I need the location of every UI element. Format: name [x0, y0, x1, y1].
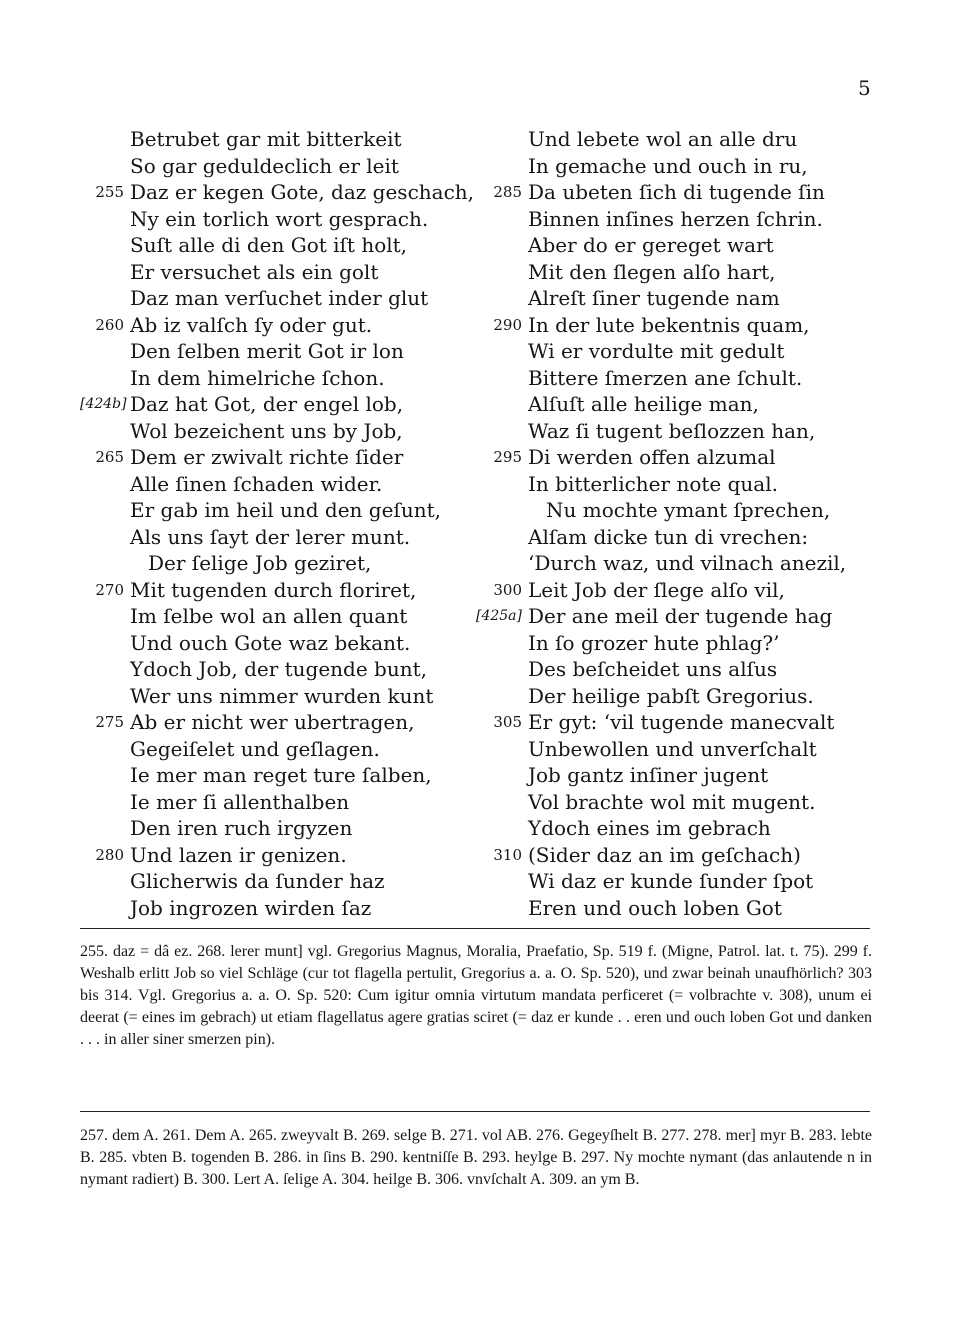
line-number: 295 — [493, 448, 522, 466]
verse-text: Ab er nicht wer ubertragen, — [130, 710, 415, 734]
verse-text: Alreſt ſiner tugende nam — [528, 286, 780, 310]
verse-text: Unbewollen und unverſchalt — [528, 736, 817, 761]
line-number — [80, 789, 130, 816]
line-number — [462, 232, 528, 259]
verse-text: Er gab im heil und den geſunt, — [130, 498, 441, 522]
verse-line — [80, 815, 480, 842]
line-number — [80, 259, 130, 286]
line-number — [80, 471, 130, 498]
left-verse-column — [80, 126, 480, 921]
line-number — [80, 736, 130, 763]
verse-text: Ny ein torlich wort gesprach. — [130, 206, 429, 231]
verse-line — [462, 656, 882, 683]
line-number — [462, 736, 528, 763]
verse-text: Wi daz er kunde ſunder ſpot — [528, 869, 814, 893]
verse-line — [462, 497, 882, 524]
verse-line — [80, 365, 480, 392]
verse-line — [80, 683, 480, 710]
verse-text: Binnen inſines herzen ſchrin. — [528, 206, 823, 231]
verse-text: In ſo grozer hute phlag?’ — [528, 630, 780, 655]
verse-line — [462, 206, 882, 233]
verse-text: Mit tugenden durch floriret, — [130, 577, 417, 602]
line-number — [80, 815, 130, 842]
footnote-divider — [80, 928, 870, 929]
verse-line — [80, 232, 480, 259]
verse-text: Der ſelige Job geziret, — [148, 551, 372, 575]
line-number — [462, 259, 528, 286]
line-number — [80, 126, 130, 153]
verse-text: Vol brachte wol mit mugent. — [528, 789, 816, 814]
line-number — [462, 868, 528, 895]
line-number — [80, 232, 130, 259]
line-number — [462, 550, 528, 577]
line-number — [80, 206, 130, 233]
line-number: 310 — [493, 845, 522, 864]
line-number — [462, 206, 528, 233]
verse-line — [462, 603, 882, 630]
commentary-text: 255. daz = dâ ez. 268. lerer munt] vgl. Gregorius Magnus, Moralia, Praefatio, Sp. 519 f. (Migne, Patrol. lat. t. 75). 299 f. Weshalb erlitt Job so viel Schläge (cur tot flagella pertulit, Gregorius a. a. O. Sp. 520), und zwar beinah unaufhörlich? 303 bis 314. Vgl. Gregorius a. a. O. Sp. 520: Cum igitur omnia virtutum mandata perficeret (= volbrachte v. 308), unum ei deerat (= eines im gebrach) ut etiam flagellatus agere gratias sciret (= daz er kunde . . eren und ouch loben Got und danken . . . in aller siner smerzen pin). — [80, 943, 872, 1048]
verse-line — [80, 868, 480, 895]
verse-text: Ie mer ſi allenthalben — [130, 789, 350, 814]
line-number: 270 — [95, 580, 124, 599]
verse-text: Dem er zwivalt richte ſider — [130, 445, 404, 469]
verse-line — [462, 338, 882, 365]
verse-text: Job ingrozen wirden ſaz — [130, 895, 372, 920]
line-number — [80, 656, 130, 683]
verse-text: In gemache und ouch in ru, — [528, 153, 808, 178]
line-number: 265 — [95, 448, 124, 466]
variants-divider — [80, 1111, 870, 1112]
verse-line — [80, 656, 480, 683]
verse-line — [462, 577, 882, 604]
verse-line — [80, 153, 480, 180]
verse-line — [80, 630, 480, 657]
verse-text: Daz hat Got, der engel lob, — [130, 392, 404, 416]
verse-text: Er gyt: ‘vil tugende manecvalt — [528, 710, 835, 734]
line-number — [462, 524, 528, 551]
page-number: 5 — [858, 76, 871, 100]
verse-line — [80, 762, 480, 789]
line-number — [462, 391, 528, 418]
verse-text: Nu mochte ymant ſprechen, — [546, 498, 831, 522]
verse-line — [462, 285, 882, 312]
line-number — [462, 656, 528, 683]
verse-text: Und ouch Gote waz bekant. — [130, 630, 411, 655]
verse-text: Ie mer man reget ture ſalben, — [130, 763, 432, 787]
verse-line — [80, 789, 480, 816]
line-number: 260 — [95, 315, 124, 334]
verse-text: Den ſelben merit Got ir lon — [130, 339, 404, 363]
commentary-notes — [80, 941, 872, 1051]
verse-text: Alſam dicke tun di vrechen: — [528, 524, 809, 549]
verse-line — [462, 179, 882, 206]
line-number — [462, 285, 528, 312]
verse-line — [462, 153, 882, 180]
line-number — [462, 126, 528, 153]
verse-line — [80, 312, 480, 339]
verse-text: In dem himelriche ſchon. — [130, 365, 385, 390]
variants-text: 257. dem A. 261. Dem A. 265. zweyvalt B. 269. selge B. 271. vol AB. 276. Gegeyſhelt B. 277. 278. mer] myr B. 283. lebte B. 285. vbten B. togenden B. 286. in ſins B. 290. kentniſſe B. 293. heylge B. 297. Ny mochte nymant (das anlautende n in nymant radiert) B. 300. Lert A. ſelige A. 304. heilge B. 306. vnvſchalt A. 309. an ym B. — [80, 1127, 872, 1188]
verse-line — [462, 630, 882, 657]
line-number: 255 — [95, 183, 124, 201]
line-number: 275 — [95, 713, 124, 731]
line-number — [462, 365, 528, 392]
verse-text: (Sider daz an im geſchach) — [528, 842, 801, 867]
verse-line — [80, 259, 480, 286]
line-number — [462, 762, 528, 789]
verse-line — [80, 285, 480, 312]
verse-line — [462, 471, 882, 498]
verse-text: Und lebete wol an alle dru — [528, 127, 798, 151]
line-number — [462, 789, 528, 816]
verse-text: Ab iz valſch ſy oder gut. — [130, 312, 373, 337]
verse-line — [462, 418, 882, 445]
verse-text: Daz er kegen Gote, daz geschach, — [130, 180, 475, 204]
line-number — [462, 630, 528, 657]
verse-text: Den iren ruch irgyzen — [130, 816, 353, 840]
verse-text: Mit den ſlegen alſo hart, — [528, 259, 776, 284]
verse-text: Gegeiſelet und geſlagen. — [130, 736, 380, 761]
line-number — [462, 471, 528, 498]
verse-text: So gar geduldeclich er leit — [130, 153, 399, 178]
verse-line — [80, 603, 480, 630]
verse-line — [80, 471, 480, 498]
line-number — [80, 497, 130, 524]
verse-text: Eren und ouch loben Got — [528, 895, 782, 920]
verse-line — [80, 126, 480, 153]
verse-text: Des beſcheidet uns alſus — [528, 657, 778, 681]
verse-text: Wer uns nimmer wurden kunt — [130, 683, 434, 708]
line-number — [80, 338, 130, 365]
verse-text: Suſt alle di den Got iſt holt, — [130, 233, 408, 257]
variant-readings — [80, 1125, 872, 1191]
verse-text: ‘Durch waz, und vilnach anezil, — [528, 551, 847, 575]
verse-line — [462, 736, 882, 763]
verse-line — [80, 895, 480, 922]
verse-text: Ydoch Job, der tugende bunt, — [130, 657, 428, 681]
verse-line — [462, 312, 882, 339]
verse-line — [462, 259, 882, 286]
verse-line — [462, 391, 882, 418]
verse-line — [80, 338, 480, 365]
line-number — [462, 895, 528, 922]
line-number — [80, 868, 130, 895]
verse-line — [462, 550, 882, 577]
verse-text: Und lazen ir genizen. — [130, 842, 347, 867]
verse-text: Da ubeten ſich di tugende ſin — [528, 180, 825, 204]
verse-text: Bittere ſmerzen ane ſchult. — [528, 365, 803, 390]
verse-text: Alſuſt alle heilige man, — [528, 392, 759, 416]
line-number: 290 — [493, 315, 522, 334]
verse-text: Ydoch eines im gebrach — [528, 816, 771, 840]
verse-text: Alle ſinen ſchaden wider. — [130, 471, 383, 496]
verse-text: Aber do er gereget wart — [528, 233, 774, 257]
verse-text: Daz man verſuchet inder glut — [130, 286, 429, 310]
line-number — [80, 630, 130, 657]
verse-text: Der heilige pabſt Gregorius. — [528, 683, 814, 708]
verse-line — [80, 179, 480, 206]
line-number — [80, 762, 130, 789]
verse-line — [462, 868, 882, 895]
verse-line — [462, 895, 882, 922]
line-number — [80, 895, 130, 922]
line-number: 305 — [493, 713, 522, 731]
line-number — [462, 418, 528, 445]
verse-text: Als uns ſayt der lerer munt. — [130, 524, 411, 549]
verse-line — [462, 683, 882, 710]
right-verse-column — [462, 126, 882, 921]
verse-line — [462, 444, 882, 471]
line-number — [80, 418, 130, 445]
verse-line — [80, 444, 480, 471]
verse-line — [80, 709, 480, 736]
verse-line — [80, 842, 480, 869]
verse-line — [462, 126, 882, 153]
line-number — [80, 524, 130, 551]
manuscript-folio-ref: [425a] — [476, 608, 522, 624]
verse-line — [462, 842, 882, 869]
verse-line — [80, 524, 480, 551]
verse-text: Glicherwis da ſunder haz — [130, 869, 385, 893]
line-number: 280 — [95, 845, 124, 864]
line-number: 285 — [493, 183, 522, 201]
line-number — [462, 815, 528, 842]
verse-line — [462, 524, 882, 551]
verse-text: Di werden offen alzumal — [528, 445, 776, 469]
line-number — [462, 683, 528, 710]
line-number — [80, 365, 130, 392]
line-number: 300 — [493, 580, 522, 599]
verse-text: Wi er vordulte mit gedult — [528, 339, 785, 363]
verse-text: In bitterlicher note qual. — [528, 471, 778, 496]
line-number — [80, 603, 130, 630]
line-number — [462, 338, 528, 365]
verse-text: Job gantz inſiner jugent — [528, 763, 769, 787]
line-number — [80, 683, 130, 710]
verse-text: Der ane meil der tugende hag — [528, 604, 833, 628]
line-number — [80, 550, 130, 577]
verse-text: Er versuchet als ein golt — [130, 259, 379, 284]
verse-line — [462, 762, 882, 789]
verse-line — [80, 497, 480, 524]
verse-text: Leit Job der ſlege alſo vil, — [528, 577, 785, 602]
verse-line — [80, 391, 480, 418]
verse-line — [80, 577, 480, 604]
line-number — [80, 285, 130, 312]
verse-line — [80, 736, 480, 763]
verse-line — [462, 232, 882, 259]
verse-text: Im ſelbe wol an allen quant — [130, 604, 408, 628]
verse-line — [462, 709, 882, 736]
line-number — [80, 153, 130, 180]
verse-text: Wol bezeichent uns by Job, — [130, 418, 403, 443]
verse-text: Waz ſi tugent beſlozzen han, — [528, 418, 816, 443]
manuscript-folio-ref: [424b] — [80, 396, 127, 412]
verse-text: In der lute bekentnis quam, — [528, 312, 810, 337]
verse-line — [462, 815, 882, 842]
verse-text: Betrubet gar mit bitterkeit — [130, 127, 402, 151]
verse-line — [80, 418, 480, 445]
verse-line — [462, 789, 882, 816]
line-number — [462, 153, 528, 180]
verse-line — [80, 550, 480, 577]
verse-line — [80, 206, 480, 233]
line-number — [462, 497, 528, 524]
verse-line — [462, 365, 882, 392]
